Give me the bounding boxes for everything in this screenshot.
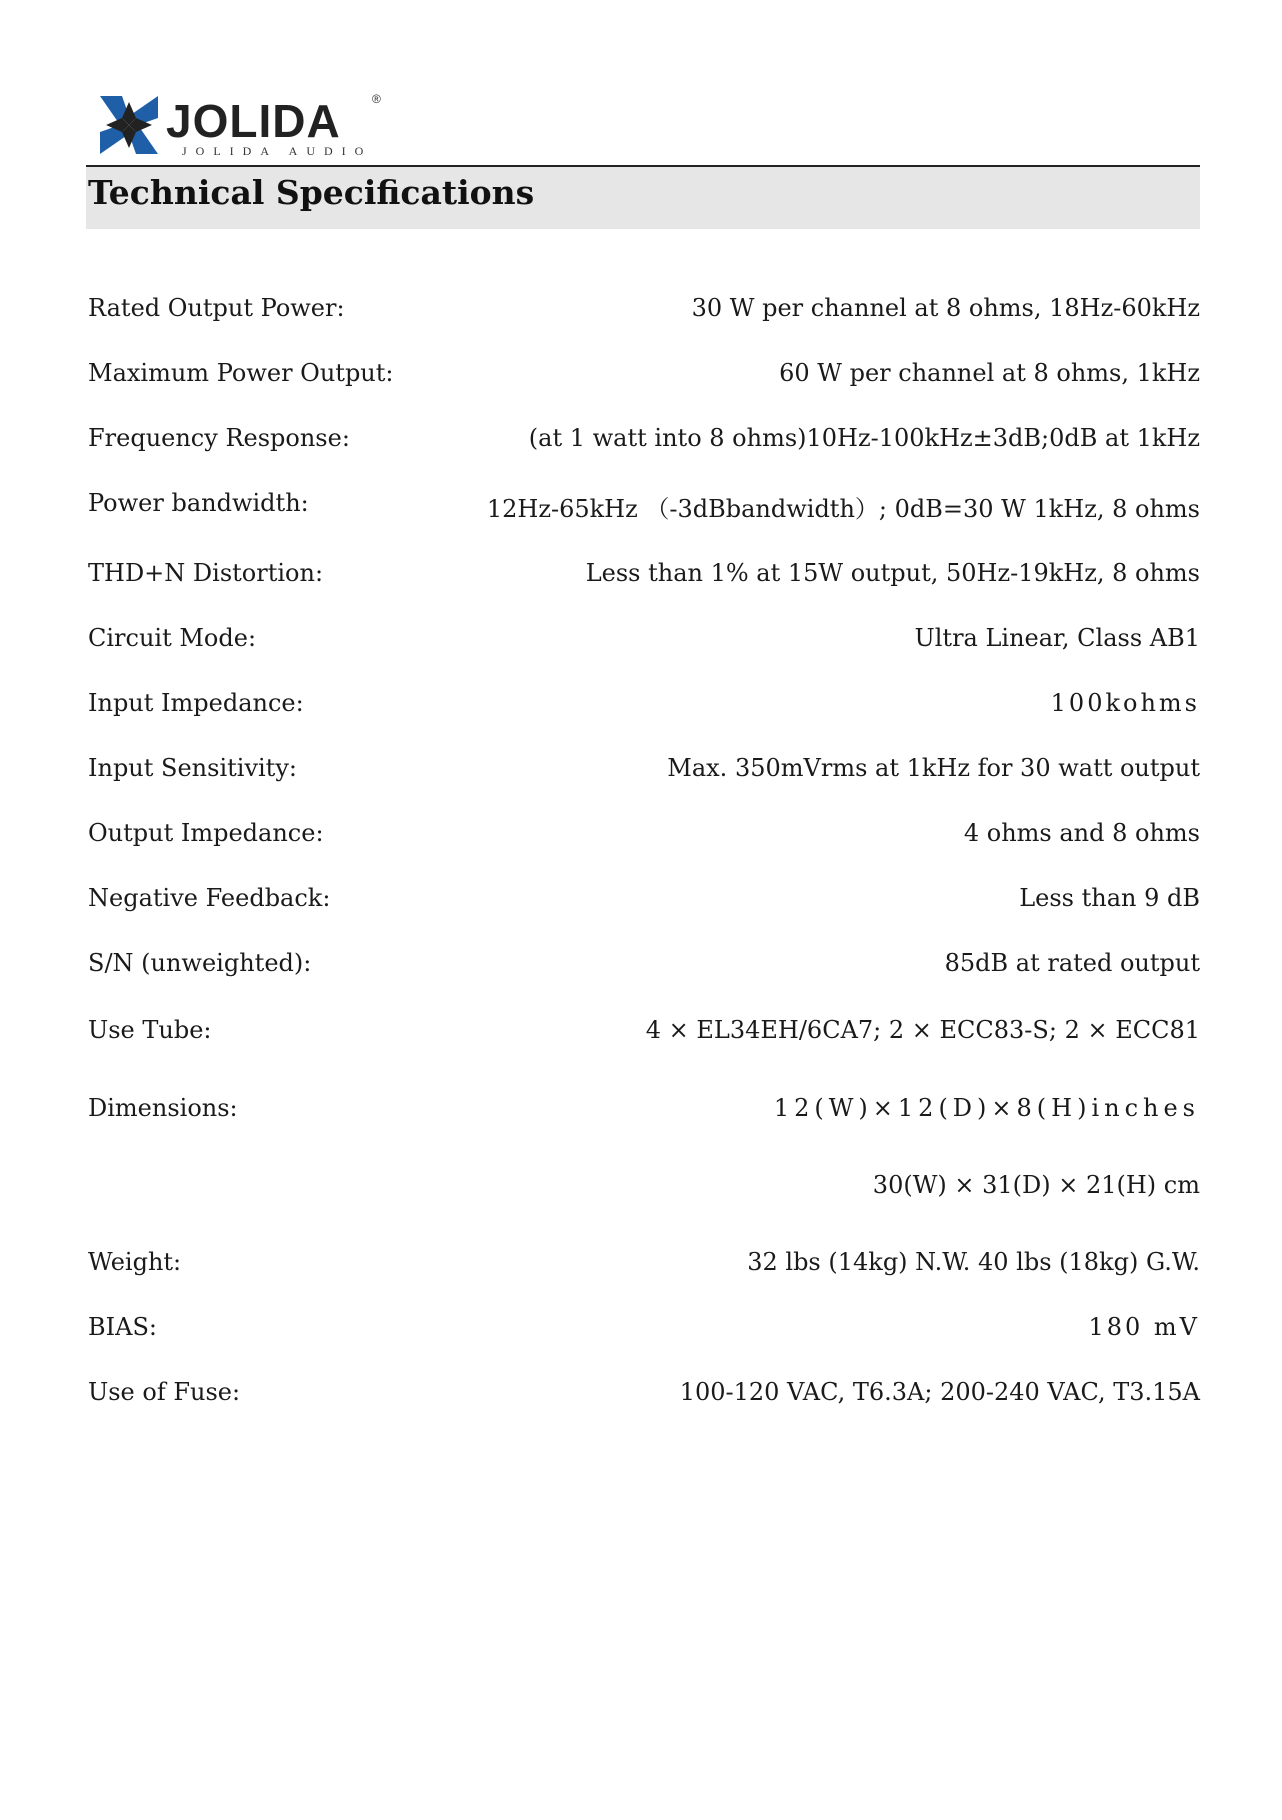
spec-label: Frequency Response: (88, 424, 350, 452)
logo-wordmark: JOLIDA (166, 95, 341, 147)
spec-row-thd-distortion (88, 559, 1200, 599)
spec-value: (at 1 watt into 8 ohms)10Hz-100kHz±3dB;0dB at 1kHz (528, 424, 1200, 452)
spec-row-input-impedance (88, 689, 1200, 729)
spec-value: 12Hz-65kHz （-3dBbandwidth）; 0dB=30 W 1kHz, 8 ohms (486, 495, 1200, 523)
spec-label: Use Tube: (88, 1016, 212, 1044)
spec-label: Use of Fuse: (88, 1378, 241, 1406)
spec-value: Less than 1% at 15W output, 50Hz-19kHz, 8 ohms (585, 559, 1200, 587)
spec-value: Ultra Linear, Class AB1 (914, 624, 1200, 652)
spec-value: 30 W per channel at 8 ohms, 18Hz-60kHz (691, 294, 1200, 322)
spec-value: 100-120 VAC, T6.3A; 200-240 VAC, T3.15A (679, 1378, 1200, 1406)
jolida-pinwheel-icon (96, 92, 162, 158)
spec-row-use-of-fuse (88, 1378, 1200, 1418)
spec-row-frequency-response (88, 424, 1200, 464)
spec-row-rated-output-power (88, 294, 1200, 334)
spec-row-output-impedance (88, 819, 1200, 859)
title-bar (86, 165, 1200, 229)
spec-row-dimensions (88, 1094, 1200, 1134)
spec-value: 85dB at rated output (944, 949, 1200, 977)
spec-value: 32 lbs (14kg) N.W. 40 lbs (18kg) G.W. (747, 1248, 1200, 1276)
spec-row-dimensions-metric (88, 1171, 1200, 1211)
spec-row-negative-feedback (88, 884, 1200, 924)
spec-value: 30(W) × 31(D) × 21(H) cm (872, 1171, 1200, 1199)
spec-value: 60 W per channel at 8 ohms, 1kHz (779, 359, 1200, 387)
spec-value: 4 × EL34EH/6CA7; 2 × ECC83-S; 2 × ECC81 (645, 1016, 1200, 1044)
spec-value: Less than 9 dB (1019, 884, 1200, 912)
spec-label: Negative Feedback: (88, 884, 331, 912)
spec-row-weight (88, 1248, 1200, 1288)
spec-label: Input Impedance: (88, 689, 304, 717)
spec-row-use-tube (88, 1016, 1200, 1056)
spec-row-signal-to-noise (88, 949, 1200, 989)
page-title: Technical Specifications (88, 173, 535, 212)
logo-tagline: JOLIDA AUDIO (182, 144, 373, 158)
jolida-logo (96, 92, 386, 162)
spec-row-maximum-power-output (88, 359, 1200, 399)
spec-value: Max. 350mVrms at 1kHz for 30 watt output (667, 754, 1200, 782)
registered-mark: ® (372, 92, 381, 106)
spec-label: Weight: (88, 1248, 182, 1276)
spec-value: 4 ohms and 8 ohms (963, 819, 1200, 847)
spec-label: Input Sensitivity: (88, 754, 297, 782)
spec-label: Output Impedance: (88, 819, 324, 847)
spec-row-power-bandwidth (88, 489, 1200, 529)
spec-label: S/N (unweighted): (88, 949, 312, 977)
spec-row-input-sensitivity (88, 754, 1200, 794)
spec-value: 12(W)×12(D)×8(H)inches (773, 1094, 1200, 1122)
spec-value: 180 mV (1088, 1313, 1200, 1341)
spec-label: Maximum Power Output: (88, 359, 394, 387)
spec-row-circuit-mode (88, 624, 1200, 664)
spec-label: Power bandwidth: (88, 489, 309, 517)
spec-label: Circuit Mode: (88, 624, 257, 652)
spec-label: THD+N Distortion: (88, 559, 324, 587)
spec-row-bias (88, 1313, 1200, 1353)
spec-value: 100kohms (1050, 689, 1200, 717)
spec-label: Dimensions: (88, 1094, 238, 1122)
spec-label: Rated Output Power: (88, 294, 345, 322)
spec-label: BIAS: (88, 1313, 157, 1341)
